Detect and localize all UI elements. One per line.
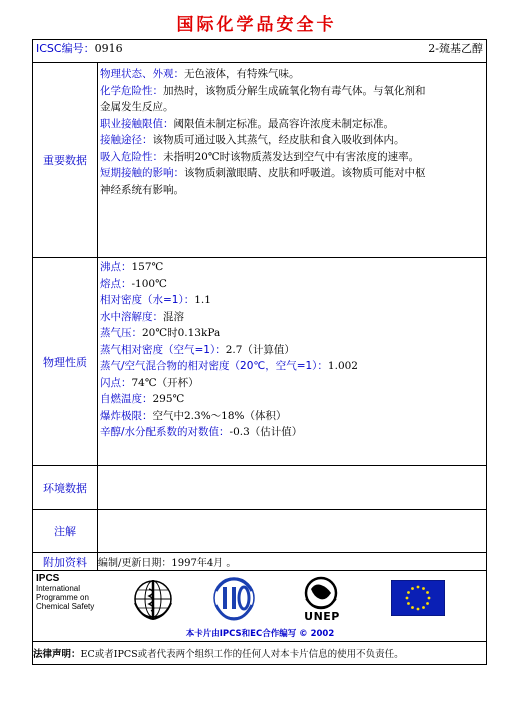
ipcs-line-1: International — [36, 584, 81, 593]
important-data-row — [33, 63, 487, 258]
property-line — [98, 182, 486, 199]
credit-text: 本卡片由IPCS和EC合作编写 © 2002 — [185, 629, 335, 639]
property-value: 空气中2.3%～18%（体积） — [152, 409, 287, 422]
eu-star — [422, 587, 425, 590]
icsc-label: ICSC编号： — [36, 42, 95, 55]
property-value: -100℃ — [131, 277, 167, 290]
eu-star — [411, 587, 414, 590]
property-key: 自燃温度： — [100, 393, 153, 405]
property-value: 74℃（开杯） — [131, 376, 199, 389]
property-value: 神经系统有影响。 — [100, 183, 184, 196]
property-line — [98, 424, 486, 441]
property-line — [98, 292, 486, 309]
notes-row — [33, 510, 487, 553]
eu-star — [407, 591, 410, 594]
ipcs-line-3: Chemical Safety — [36, 602, 95, 611]
property-value: 未指明20℃时该物质蒸发达到空气中有害浓度的速率。 — [163, 150, 420, 163]
eu-star — [422, 606, 425, 609]
property-key: 闪点： — [100, 376, 132, 389]
environmental-data-value — [98, 466, 487, 510]
property-value: 无色液体，有特殊气味。 — [184, 68, 300, 80]
property-key: 短期接触的影响： — [100, 167, 184, 179]
property-key: 职业接触限值： — [100, 117, 174, 130]
legal-text: EC或者IPCS或者代表两个组织工作的任何人对本卡片信息的使用不负责任。 — [80, 649, 404, 660]
property-value: 金属发生反应。 — [100, 101, 174, 113]
ipcs-title: IPCS — [36, 573, 60, 584]
additional-info-label: 附加资料 — [33, 553, 98, 571]
property-line — [98, 132, 486, 149]
eu-star — [407, 602, 410, 605]
property-line — [98, 66, 486, 83]
unep-logo-icon — [298, 575, 344, 611]
eu-star — [426, 591, 429, 594]
physical-properties-list — [98, 258, 486, 441]
property-key: 接触途径： — [100, 134, 153, 146]
property-value: 2.7（计算值） — [225, 343, 295, 356]
property-value: 1.1 — [194, 294, 211, 306]
icsc-number: 0916 — [94, 42, 123, 55]
property-line — [98, 408, 486, 425]
chemical-name: 2-巯基乙醇 — [428, 42, 483, 55]
property-value: 加热时，该物质分解生成硫氧化物有毒气体。与氧化剂和 — [163, 84, 426, 97]
property-value: 1.002 — [327, 360, 358, 372]
update-date: 编制/更新日期：1997年4月 。 — [98, 553, 487, 571]
legal-label: 法律声明： — [33, 649, 81, 660]
property-value: 该物质可通过吸入其蒸气，经皮肤和食入吸收到体内。 — [152, 134, 405, 146]
property-key: 相对密度（水=1）： — [100, 294, 195, 306]
property-key: 沸点： — [100, 261, 132, 273]
important-data-list — [98, 63, 486, 198]
property-line — [98, 99, 486, 116]
property-value: 20℃时0.13kPa — [142, 327, 221, 339]
property-line — [98, 149, 486, 166]
property-line — [98, 375, 486, 392]
property-value: 295℃ — [152, 393, 185, 405]
additional-info-row — [33, 553, 487, 571]
property-value: 157℃ — [131, 261, 164, 273]
ipcs-block — [33, 571, 94, 611]
property-line — [98, 391, 486, 408]
card-title: 国际化学品安全卡 — [176, 15, 337, 35]
unep-label: UNEP — [304, 610, 340, 623]
property-line — [98, 116, 486, 133]
ipcs-line-2: Programme on — [36, 593, 89, 602]
property-key: 吸入危险性： — [100, 150, 163, 163]
property-line — [98, 259, 486, 276]
property-value: 阈限值未制定标准。最高容许浓度未制定标准。 — [173, 117, 394, 130]
notes-label: 注解 — [33, 510, 98, 553]
ilo-logo-icon — [211, 575, 257, 621]
physical-properties-row — [33, 258, 487, 466]
environmental-data-row — [33, 466, 487, 510]
eu-flag-icon — [391, 580, 445, 616]
property-key: 辛醇/水分配系数的对数值： — [100, 426, 230, 438]
safety-card-table — [32, 39, 487, 665]
property-key: 蒸气压： — [100, 327, 142, 339]
property-line — [98, 325, 486, 342]
property-key: 熔点： — [100, 277, 132, 290]
property-line — [98, 165, 486, 182]
eu-star — [411, 606, 414, 609]
property-key: 爆炸极限： — [100, 409, 153, 422]
property-line — [98, 83, 486, 100]
eu-star — [417, 608, 420, 611]
important-data-label: 重要数据 — [33, 63, 98, 258]
property-value: -0.3（估计值） — [229, 426, 303, 438]
property-value: 混溶 — [163, 310, 184, 323]
property-value: 该物质刺激眼睛、皮肤和呼吸道。该物质可能对中枢 — [184, 167, 426, 179]
eu-star — [406, 597, 409, 600]
property-line — [98, 309, 486, 326]
who-logo-icon — [131, 577, 175, 621]
property-line — [98, 358, 486, 375]
notes-value — [98, 510, 487, 553]
logos-row — [33, 571, 487, 642]
card-header-row — [33, 40, 487, 63]
eu-star — [428, 597, 431, 600]
property-key: 化学危险性： — [100, 84, 163, 97]
property-key: 物理状态、外观： — [100, 68, 184, 80]
property-line — [98, 342, 486, 359]
eu-star — [426, 602, 429, 605]
physical-properties-label: 物理性质 — [33, 258, 98, 466]
property-key: 蒸气/空气混合物的相对密度（20℃，空气=1）： — [100, 360, 328, 372]
eu-star — [417, 586, 420, 589]
property-key: 蒸气相对密度（空气=1）： — [100, 343, 226, 356]
property-key: 水中溶解度： — [100, 310, 163, 323]
property-line — [98, 276, 486, 293]
environmental-data-label: 环境数据 — [33, 466, 98, 510]
legal-row — [33, 642, 487, 665]
